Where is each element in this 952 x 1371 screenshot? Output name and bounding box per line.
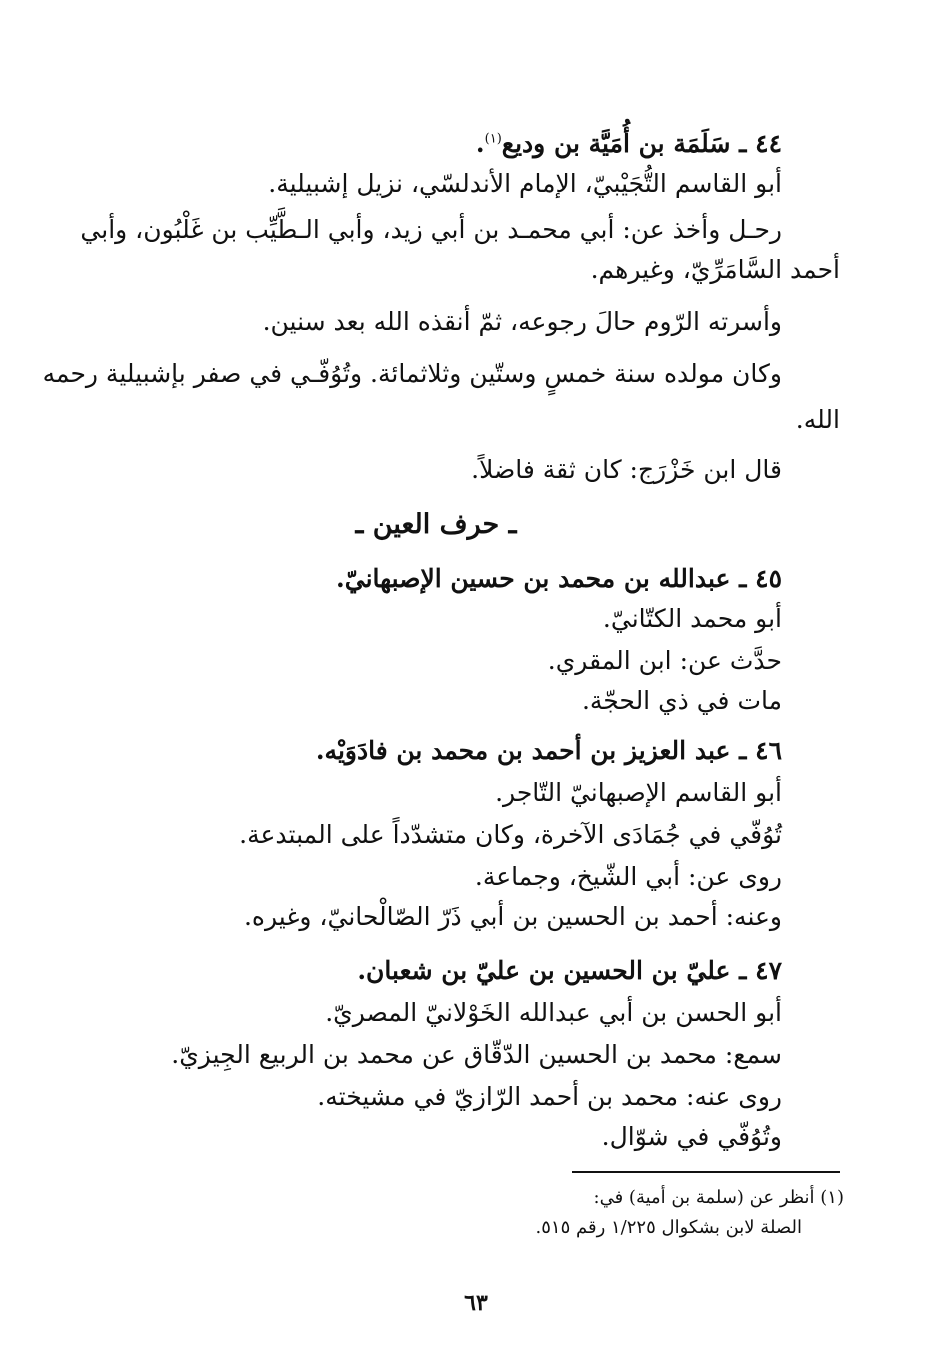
entry-45-death: مات في ذي الحجّة. <box>581 686 782 715</box>
section-heading-ain: ـ حرف العين ـ <box>355 509 517 540</box>
entry-46-death: تُوُفّي في جُمَادَى الآخرة، وكان متشدّداً على المبتدعة. <box>239 820 782 849</box>
entry-44-travel-line-1: رحـل وأخذ عن: أبي محمـد بن أبي زيد، وأبي الـطَّيِّب بن غَلْبُون، وأبي <box>80 215 782 244</box>
entry-44-captivity: وأسرته الرّوم حالَ رجوعه، ثمّ أنقذه الله بعد سنين. <box>262 307 782 336</box>
entry-44-birth-line-2: الله. <box>795 405 840 434</box>
entry-47-heading: ٤٧ ـ عليّ بن الحسين بن عليّ بن شعبان. <box>357 956 782 985</box>
entry-47-kunya: أبو الحسن بن أبي عبدالله الخَوْلانيّ المصريّ. <box>325 998 782 1027</box>
entry-44-heading-text: ٤٤ ـ سَلَمَة بن أُمَيَّة بن وديع <box>501 129 782 158</box>
entry-47-death: وتُوُفّي في شوّال. <box>601 1122 782 1151</box>
footnote-line-2: الصلة لابن بشكوال ١/٢٢٥ رقم ٥١٥. <box>535 1217 802 1238</box>
entry-45-narrated: حدَّث عن: ابن المقري. <box>547 646 782 675</box>
entry-44-heading <box>476 126 782 162</box>
entry-44-heading-end: . <box>475 129 485 158</box>
entry-44-birth-line-1: وكان مولده سنة خمسٍ وستّين وثلاثمائة. وتُوُفّـي في صفر بإشبيلية رحمه <box>42 359 782 388</box>
footnote-divider <box>572 1171 840 1173</box>
entry-45-kunya: أبو محمد الكتّانيّ. <box>602 604 782 633</box>
entry-44-travel-line-2: أحمد السَّامَرِّيّ، وغيرهم. <box>590 255 840 284</box>
footnote-line-1: (١) أنظر عن (سلمة بن أمية) في: <box>593 1187 844 1208</box>
entry-44-quote: قال ابن خَزْرَج: كان ثقة فاضلاً. <box>471 455 782 484</box>
entry-46-students: وعنه: أحمد بن الحسين بن أبي ذَرّ الصّالْحانيّ، وغيره. <box>243 902 782 931</box>
page-number: ٦٣ <box>464 1290 488 1316</box>
entry-44-kunya: أبو القاسم التُّجَيْبيّ، الإمام الأندلسّي، نزيل إشبيلية. <box>268 169 782 198</box>
entry-46-narrated: روى عن: أبي الشّيخ، وجماعة. <box>474 862 782 891</box>
entry-47-students: روى عنه: محمد بن أحمد الرّازيّ في مشيخته. <box>317 1082 782 1111</box>
entry-46-heading: ٤٦ ـ عبد العزيز بن أحمد بن محمد بن فادَوَيْه. <box>315 736 782 765</box>
entry-46-kunya: أبو القاسم الإصبهانيّ التّاجر. <box>495 778 782 807</box>
entry-45-heading: ٤٥ ـ عبدالله بن محمد بن حسين الإصبهانيّ. <box>336 564 782 593</box>
entry-47-heard: سمع: محمد بن الحسين الدّقّاق عن محمد بن الربيع الجِيزيّ. <box>171 1040 782 1069</box>
footnote-ref[interactable]: (١) <box>484 131 502 147</box>
